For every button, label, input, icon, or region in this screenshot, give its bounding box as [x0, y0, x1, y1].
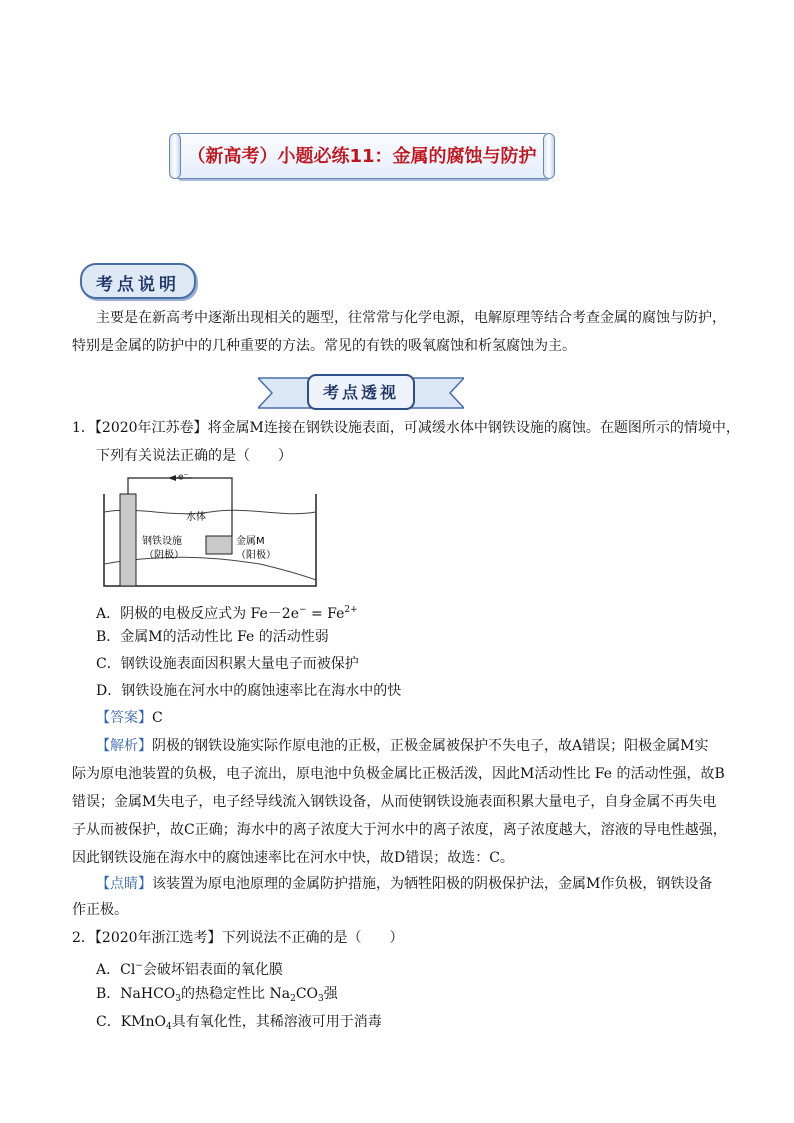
q2-option-c-pre: C．KMnO — [96, 1014, 166, 1030]
q1-stem-line-1 — [72, 418, 740, 438]
analysis-text-1: 阴极的钢铁设施实际作原电池的正极，正极金属被保护不失电子，故A错误；阳极金属M实 — [152, 738, 709, 754]
q2-option-a — [96, 956, 756, 980]
q2-option-b-post: 强 — [323, 986, 338, 1002]
q2-option-a-post: 会破坏铝表面的氧化膜 — [142, 962, 283, 978]
analysis-tag: 【解析】 — [96, 738, 152, 754]
q2-stem-text: 下列说法不正确的是（ ） — [221, 930, 404, 946]
metal-label-1: 金属M — [236, 536, 265, 547]
steel-facility-plate — [120, 494, 136, 586]
intro-line-2: 特别是金属的防护中的几种重要的方法。常见的有铁的吸氧腐蚀和析氢腐蚀为主。 — [72, 338, 576, 354]
section-badge-explanation — [80, 263, 196, 299]
q1-tip-line-1 — [96, 874, 756, 894]
q1-analysis-line-1 — [96, 736, 756, 756]
q1-stem-text: 将金属M连接在钢铁设施表面，可减缓水体中钢铁设施的腐蚀。在题图所示的情境中， — [207, 420, 740, 436]
q1-option-a-sup: − — [299, 605, 307, 615]
metal-label-2: （阳极） — [236, 550, 276, 561]
q2-option-b-mid: 的热稳定性比 Na — [181, 986, 291, 1002]
steel-label-2: （阴极） — [144, 550, 184, 561]
q2-option-c-post: 具有氧化性，其稀溶液可用于消毒 — [171, 1014, 382, 1030]
electron-label: e⁻ — [178, 472, 189, 483]
q2-option-a-sup: − — [135, 961, 143, 971]
metal-m-block — [206, 536, 232, 554]
q1-option-a-sup2: 2+ — [344, 605, 358, 615]
arrow-head — [168, 475, 176, 481]
q1-source: 【2020年江苏卷】 — [94, 420, 208, 436]
intro-line-1: 主要是在新高考中逐渐出现相关的题型，往常常与化学电源，电解原理等结合考查金属的腐蚀与防护， — [96, 310, 726, 326]
q1-option-c: C．钢铁设施表面因积累大量电子而被保护 — [96, 656, 359, 672]
q2-source: 【2020年浙江选考】 — [94, 930, 222, 946]
page-title: （新高考）小题必练11：金属的腐蚀与防护 — [187, 146, 537, 167]
q2-option-c — [96, 1012, 756, 1037]
q1-number: 1． — [72, 420, 95, 436]
q2-option-b-sub3: 3 — [318, 994, 324, 1004]
tip-tag: 【点睛】 — [96, 876, 152, 892]
title-banner — [176, 133, 548, 179]
q2-option-c-sub: 4 — [166, 1022, 172, 1032]
q1-tip-line-2: 作正极。 — [72, 902, 128, 918]
q1-analysis-line-4: 子从而被保护，故C正确；海水中的离子浓度大于河水中的离子浓度，离子浓度越大，溶液的导电性越强， — [72, 822, 727, 838]
q2-option-b-sub1: 3 — [175, 994, 182, 1004]
q1-option-a-text: A．阴极的电极反应式为 Fe－2e — [96, 606, 299, 622]
answer-tag: 【答案】 — [96, 710, 152, 726]
q1-option-b: B．金属M的活动性比 Fe 的活动性弱 — [96, 629, 329, 645]
section-badge-label: 考点透视 — [322, 383, 399, 402]
q1-option-d: D．钢铁设施在河水中的腐蚀速率比在海水中的快 — [96, 683, 402, 699]
q1-analysis-line-3: 错误；金属M失电子，电子经导线流入钢铁设备，从而使钢铁设施表面积累大量电子，自身金属不再失电 — [72, 794, 717, 810]
section-badge-label: 考点说明 — [96, 275, 180, 295]
q1-analysis-line-5: 因此钢铁设施在海水中的腐蚀速率比在河水中快，故D错误；故选：C。 — [72, 850, 514, 866]
q2-option-a-pre: A．Cl — [96, 962, 136, 978]
q1-stem-line-2: 下列有关说法正确的是（ ） — [96, 448, 292, 464]
q2-number: 2． — [72, 930, 95, 946]
q1-analysis-line-2: 际为原电池装置的负极，电子流出，原电池中负极金属比正极活泼，因此M活动性比 Fe 的活动性强，故B — [72, 766, 725, 782]
q2-stem — [72, 928, 732, 948]
steel-label-1: 钢铁设施 — [142, 536, 182, 547]
tip-text-1: 该装置为原电池原理的金属防护措施，为牺牲阳极的阴极保护法，金属M作负极，钢铁设备 — [152, 876, 713, 892]
q1-option-a-mid: = Fe — [306, 606, 345, 622]
answer-value: C — [152, 710, 163, 726]
q2-option-b — [96, 984, 756, 1009]
water-label: 水体 — [186, 512, 206, 523]
connecting-wire — [128, 478, 232, 536]
q1-answer — [96, 708, 756, 728]
q2-option-b-sub2: 2 — [290, 994, 296, 1004]
section-badge-perspective — [258, 374, 464, 412]
corrosion-diagram — [100, 472, 320, 590]
q2-option-b-pre: B．NaHCO — [96, 986, 176, 1002]
q1-option-a — [96, 600, 756, 624]
q2-option-b-mid2: CO — [295, 986, 319, 1002]
